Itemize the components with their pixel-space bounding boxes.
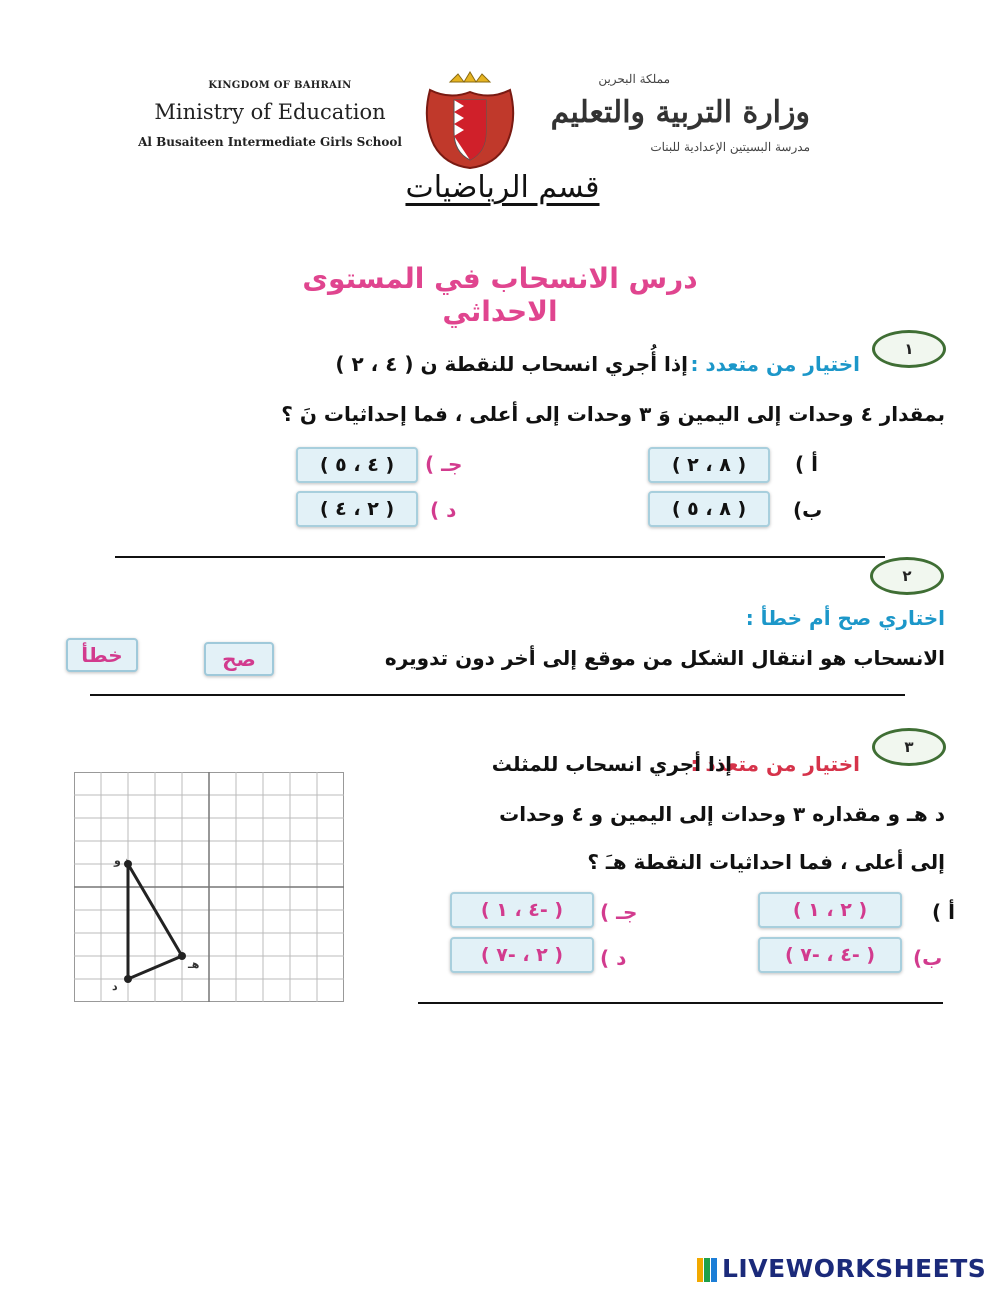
divider-1: [115, 556, 885, 558]
q1-option-b-letter: ب): [793, 498, 823, 522]
label-h: هـ: [188, 958, 200, 971]
label-d: د: [112, 980, 118, 993]
q3-option-d[interactable]: ( ٢ ، -٧ ): [450, 937, 594, 973]
ministry-en: Ministry of Education: [154, 100, 386, 124]
q3-option-b-letter: ب): [913, 946, 943, 970]
kingdom-en: KINGDOM OF BAHRAIN: [208, 80, 352, 91]
q3-option-a-letter: أ ): [932, 900, 955, 924]
liveworksheets-logo-icon: [697, 1258, 719, 1282]
q3-option-c[interactable]: ( -٤ ، ١ ): [450, 892, 594, 928]
q3-line2: د هـ و مقداره ٣ وحدات إلى اليمين و ٤ وحدات: [499, 802, 945, 826]
q3-option-c-letter: جـ ): [600, 900, 638, 924]
q1-type-label: [690, 352, 860, 376]
q1-line2: بمقدار ٤ وحدات إلى اليمين وَ ٣ وحدات إلى أعلى ، فما إحداثيات نَ ؟: [281, 402, 945, 426]
q3-option-d-letter: د ): [600, 946, 627, 970]
q1-option-d[interactable]: ( ٢ ، ٤ ): [296, 491, 418, 527]
true-button[interactable]: صح: [204, 642, 274, 676]
q1-line1: إذا أُجري انسحاب للنقطة ن ( ٤ ، ٢ ): [335, 352, 688, 376]
bahrain-crest-icon: [420, 70, 520, 170]
q1-option-b[interactable]: ( ٨ ، ٥ ): [648, 491, 770, 527]
question-2-badge: ٢: [870, 557, 944, 595]
divider-2: [90, 694, 905, 696]
q1-option-c[interactable]: ( ٤ ، ٥ ): [296, 447, 418, 483]
ministry-ar: وزارة التربية والتعليم: [550, 95, 810, 130]
q3-type-text: اختيار من متعدد :: [690, 752, 860, 776]
liveworksheets-brand: LIVEWORKSHEETS: [722, 1254, 987, 1283]
q1-option-c-letter: جـ ): [425, 452, 463, 476]
kingdom-ar: مملكة البحرين: [598, 72, 670, 86]
department-title: قسم الرياضيات: [405, 170, 600, 205]
false-button[interactable]: خطأ: [66, 638, 138, 672]
vertex-h: [178, 952, 186, 960]
q3-option-a[interactable]: ( ٢ ، ١ ): [758, 892, 902, 928]
question-1-badge: ١: [872, 330, 946, 368]
vertex-d: [124, 975, 132, 983]
q1-option-d-letter: د ): [430, 498, 457, 522]
q2-type-label: اختاري صح أم خطأ :: [745, 606, 945, 630]
q1-option-a-letter: أ ): [795, 452, 818, 476]
vertex-w: [124, 860, 132, 868]
coordinate-grid: [74, 772, 344, 1002]
lesson-title: درس الانسحاب في المستوى الاحداثي: [302, 262, 698, 328]
q1-type-text: اختيار من متعدد :: [690, 352, 860, 376]
school-ar: مدرسة البسيتين الإعدادية للبنات: [650, 140, 810, 154]
question-3-badge: ٣: [872, 728, 946, 766]
q2-statement: الانسحاب هو انتقال الشكل من موقع إلى أخر دون تدويره: [384, 646, 945, 670]
q3-line1: إذا أجري انسحاب للمثلث: [491, 752, 732, 776]
divider-3: [418, 1002, 943, 1004]
q1-option-a[interactable]: ( ٨ ، ٢ ): [648, 447, 770, 483]
q3-option-b[interactable]: ( -٤ ، -٧ ): [758, 937, 902, 973]
q3-line3: إلى أعلى ، فما احداثيات النقطة هـَ ؟: [587, 850, 945, 874]
label-w: و: [114, 854, 121, 867]
school-en: Al Busaiteen Intermediate Girls School: [138, 135, 402, 149]
